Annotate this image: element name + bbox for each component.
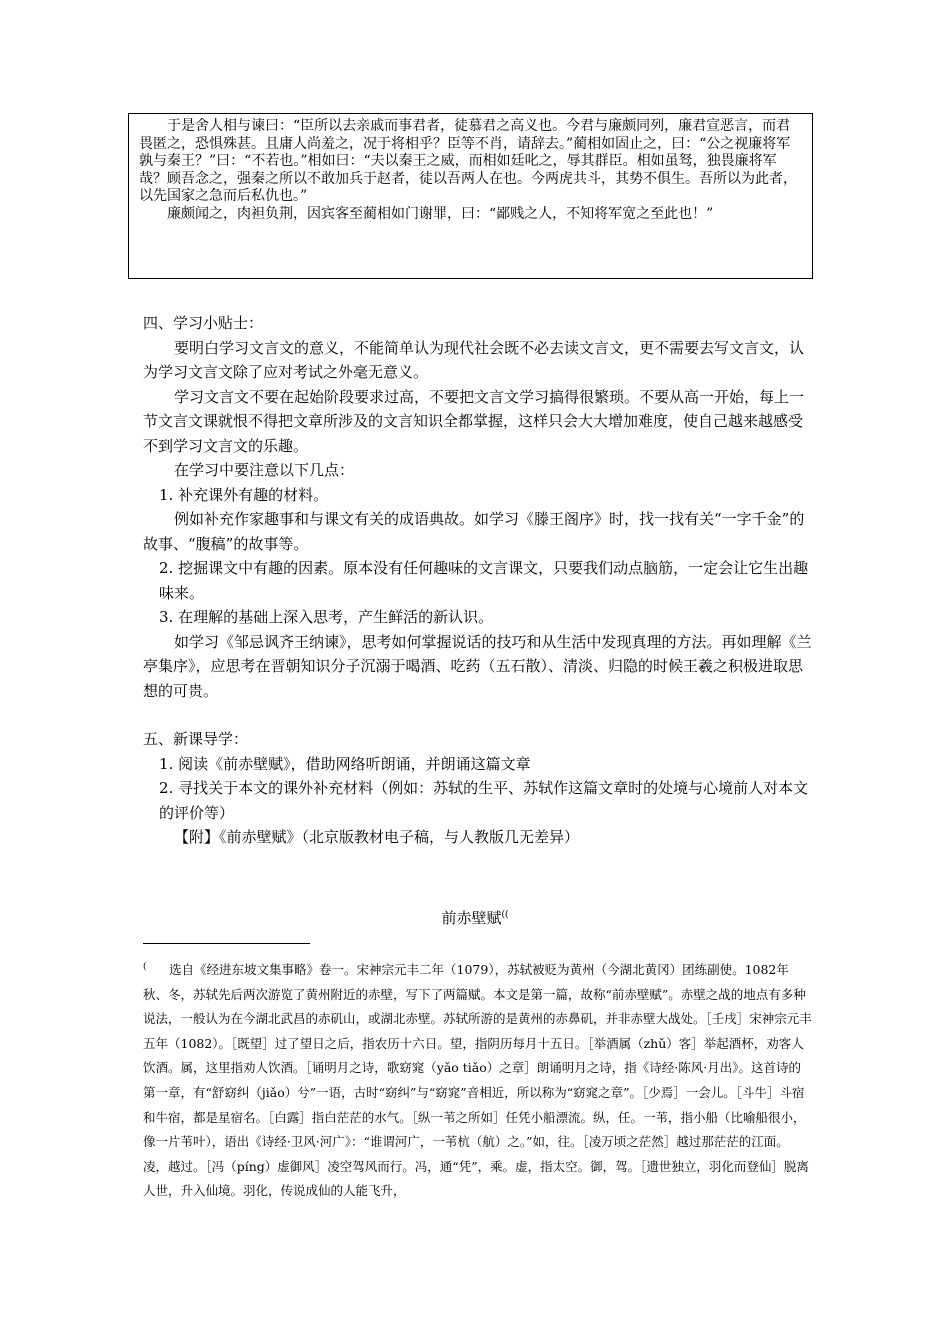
tip-item-2: 2. 挖掘课文中有趣的因素。原本没有任何趣味的文言课文，只要我们动点脑筋，一定会让它生出趣味来。 [159,559,809,602]
guide-item-1: 1. 阅读《前赤壁赋》，借助网络听朗诵，并朗诵这篇文章 [159,754,531,773]
tip-paragraph-3: 在学习中要注意以下几点： [174,461,355,479]
quote-paragraph-1: 于是舍人相与谏曰：“臣所以去亲戚而事君者，徒慕君之高义也。今君与廉颇同列，廉君宣恶言，而君畏匿之，恐惧殊甚。且庸人尚羞之，况于将相乎？臣等不肖，请辞去。”蔺相如固止之，曰：“公之视廉将军孰与秦王？”曰：“不若也。”相如曰：“夫以秦王之威，而相如廷叱之，辱其群臣。相如虽驽，独畏廉将军哉？顾吾念之，强秦之所以不敢加兵于赵者，徒以吾两人在也。今两虎共斗，其势不俱生。吾所以为此者，以先国家之急而后私仇也。” [139,118,797,204]
section-5-heading: 五、新课导学： [143,730,249,748]
footnote-marker: ( [143,962,147,972]
footnote [143,958,813,1204]
essay-title [0,905,950,928]
essay-title-text: 前赤壁赋 [441,909,502,927]
tip-item-1: 1. 补充课外有趣的材料。 [159,485,329,504]
footnote-text: 选自《经进东坡文集事略》卷一。宋神宗元丰二年（1079），苏轼被贬为黄州（今湖北黄冈）团练副使。1082年秋、冬，苏轼先后两次游览了黄州附近的赤壁，写下了两篇赋。本文是第一篇，故称“前赤壁赋”。赤壁之战的地点有多种说法，一般认为在今湖北武昌的赤矶山，或湖北赤壁。苏轼所游的是黄州的赤鼻矶，并非赤壁大战处。［壬戌］宋神宗元丰五年（1082）。［既望］过了望日之后，指农历十六日。望，指阴历每月十五日。［举酒属（zhǔ）客］举起酒杯，劝客人饮酒。属，这里指劝人饮酒。［诵明月之诗，歌窈窕（yǎo tiǎo）之章］朗诵明月之诗，指《诗经·陈风·月出》。这首诗的第一章，有“舒窈纠（jiǎo）兮”一语，古时“窈纠”与“窈窕”音相近，所以称为“窈窕之章”。［少焉］一会儿。［斗牛］斗宿和牛宿，都是星宿名。［白露］指白茫茫的水气。［纵一苇之所如］任凭小船漂流。纵，任。一苇，指小船（比喻船很小，像一片苇叶），语出《诗经·卫风·河广》：“谁谓河广，一苇杭（航）之。”如，往。［凌万顷之茫然］越过那茫茫的江面。凌，越过。［冯（píng）虚御风］凌空驾风而行。冯，通“凭”，乘。虚，指太空。御，驾。［遗世独立，羽化而登仙］脱离人世，升入仙境。羽化，传说成仙的人能飞升， [143,962,812,1199]
tip-item-3-detail: 如学习《邹忌讽齐王纳谏》，思考如何掌握说话的技巧和从生活中发现真理的方法。再如理解《兰亭集序》，应思考在晋朝知识分子沉溺于喝酒、吃药（五石散）、清淡、归隐的时候王羲之积极进取思想的可贵。 [143,632,812,700]
section-4-heading: 四、学习小贴士： [143,314,264,332]
tip-paragraph-1: 要明白学习文言文的意义，不能简单认为现代社会既不必去读文言文，更不需要去写文言文，认为学习文言文除了应对考试之外毫无意义。 [143,338,805,381]
quote-box [128,113,813,279]
appendix-note: 【附】《前赤壁赋》（北京版教材电子稿，与人教版几无差异） [174,828,580,846]
guide-item-2: 2. 寻找关于本文的课外补充材料（例如：苏轼的生平、苏轼作这篇文章时的处境与心境前人对本文的评价等） [159,779,809,822]
footnote-divider [143,943,310,944]
tip-paragraph-2: 学习文言文不要在起始阶段要求过高，不要把文言文学习搞得很繁琐。不要从高一开始，每上一节文言文课就恨不得把文章所涉及的文言知识全都掌握，这样只会大大增加难度，使自己越来越感受不到学习文言文的乐趣。 [143,387,805,455]
tip-item-3: 3. 在理解的基础上深入思考，产生鲜活的新认识。 [159,608,494,626]
quote-paragraph-2: 廉颇闻之，肉袒负荆，因宾客至蔺相如门谢罪，曰：“鄙贱之人，不知将军宽之至此也！” [167,205,714,222]
footnote-reference[interactable]: (( [501,910,509,920]
section-study-tips [143,311,813,850]
tip-item-1-detail: 例如补充作家趣事和与课文有关的成语典故。如学习《滕王阁序》时，找一找有关“一字千金”的故事、“腹稿”的故事等。 [143,510,805,553]
